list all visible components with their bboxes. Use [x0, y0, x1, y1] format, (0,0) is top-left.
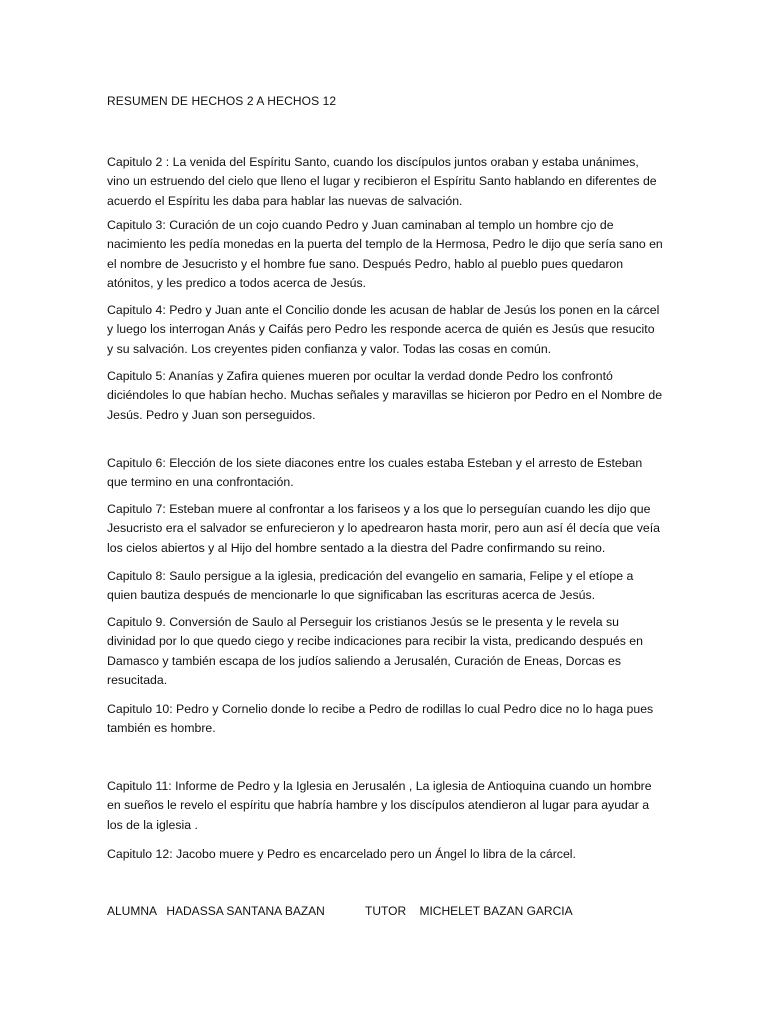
- paragraph-capitulo-8: Capitulo 8: Saulo persigue a la iglesia, predicación del evangelio en samaria, Felipe y el etíope a quien bautiza después de mencionarle lo que significaban las escrituras acerca de Jesús.: [107, 569, 634, 603]
- paragraph-capitulo-4: Capitulo 4: Pedro y Juan ante el Concilio donde les acusan de hablar de Jesús los ponen en la cárcel y luego los interrogan Anás y Caifás pero Pedro les responde acerca de quién es Jesús que resucito y su salvación. Los creyentes piden confianza y valor. Todas las cosas en común.: [107, 303, 660, 356]
- paragraph-capitulo-12: Capitulo 12: Jacobo muere y Pedro es encarcelado pero un Ángel lo libra de la cárcel.: [107, 847, 576, 861]
- paragraph-capitulo-9: Capitulo 9. Conversión de Saulo al Perseguir los cristianos Jesús se le presenta y le revela su divinidad por lo que quedo ciego y recibe indicaciones para recibir la vista, predicando después en Damasco y también escapa de los judíos saliendo a Jerusalén, Curación de Eneas, Dorcas es resucitada.: [107, 615, 643, 688]
- paragraph-capitulo-6: Capitulo 6: Elección de los siete diacones entre los cuales estaba Esteban y el arresto de Esteban que termino en una confrontación.: [107, 456, 643, 490]
- paragraph-capitulo-2: Capitulo 2 : La venida del Espíritu Santo, cuando los discípulos juntos oraban y estaba unánimes, vino un estruendo del cielo que lleno el lugar y recibieron el Espíritu Santo hablando en diferentes de acuerdo el Espíritu les daba para hablar las nuevas de salvación.: [107, 155, 657, 208]
- paragraph-capitulo-10: Capitulo 10: Pedro y Cornelio donde lo recibe a Pedro de rodillas lo cual Pedro dice no lo haga pues también es hombre.: [107, 702, 654, 736]
- paragraph-capitulo-3: Capitulo 3: Curación de un cojo cuando Pedro y Juan caminaban al templo un hombre cjo de nacimiento les pedía monedas en la puerta del templo de la Hermosa, Pedro le dijo que sería sano en el nombre de Jesucristo y el hombre fue sano. Después Pedro, hablo al pueblo pues quedaron atónitos, y les predico a todos acerca de Jesús.: [107, 218, 663, 291]
- student-name: ALUMNA HADASSA SANTANA BAZAN: [107, 904, 325, 918]
- paragraph-capitulo-7: Capitulo 7: Esteban muere al confrontar a los fariseos y a los que lo perseguían cuando les dijo que Jesucristo era el salvador se enfurecieron y lo apedrearon hasta morir, pero aun así él decía que veía los cielos abiertos y al Hijo del hombre sentado a la diestra del Padre confirmando su reino.: [107, 502, 660, 555]
- paragraph-capitulo-11: Capitulo 11: Informe de Pedro y la Iglesia en Jerusalén , La iglesia de Antioquina cuando un hombre en sueños le revelo el espíritu que habría hambre y los discípulos atendieron al lugar para ayudar a los de la iglesia .: [107, 779, 652, 832]
- document-title: RESUMEN DE HECHOS 2 A HECHOS 12: [107, 94, 337, 108]
- paragraph-capitulo-5: Capitulo 5: Ananías y Zafira quienes mueren por ocultar la verdad donde Pedro los confrontó diciéndoles lo que habían hecho. Muchas señales y maravillas se hicieron por Pedro en el Nombre de Jesús. Pedro y Juan son perseguidos.: [107, 369, 663, 422]
- tutor-name: TUTOR MICHELET BAZAN GARCIA: [365, 904, 573, 918]
